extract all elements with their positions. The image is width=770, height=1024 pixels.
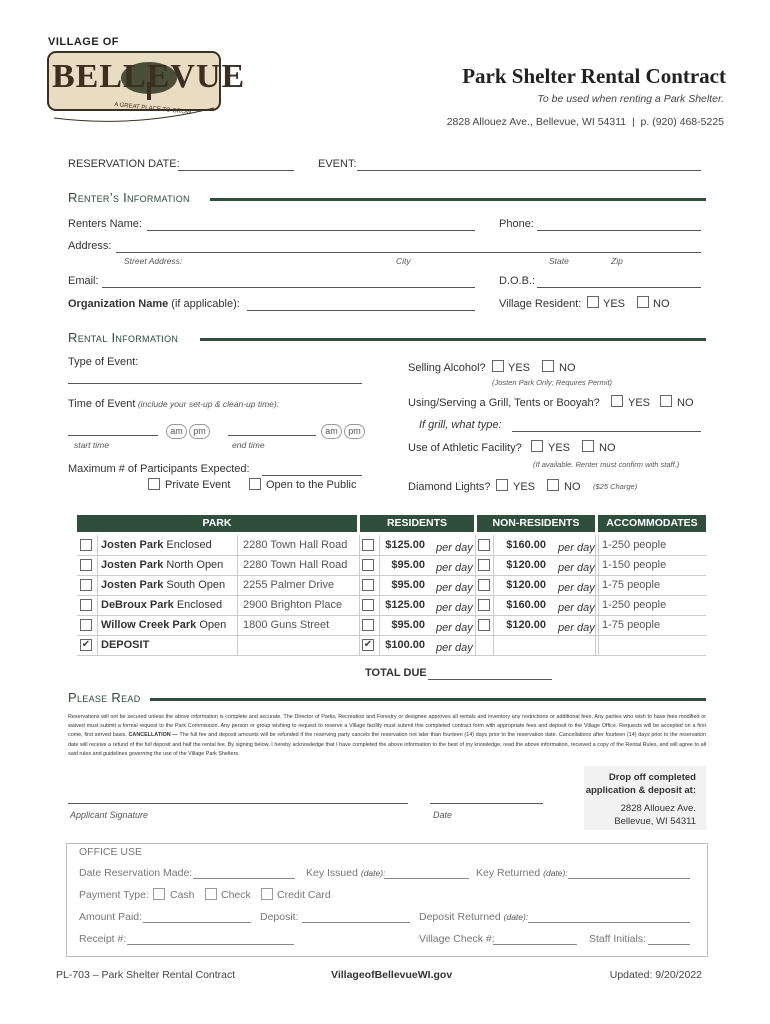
address-field[interactable]: [116, 252, 701, 253]
athletic-facility-label: Use of Athletic Facility?: [408, 442, 522, 454]
resident-rate: $95.00: [391, 579, 425, 591]
cell-divider: [595, 555, 596, 575]
grill-yes-label: YES: [628, 397, 651, 409]
nonresident-rate: $120.00: [506, 619, 546, 631]
footer-updated: Updated: 9/20/2022: [609, 969, 702, 981]
start-time-field[interactable]: [68, 435, 158, 436]
cell-divider: [97, 555, 98, 575]
dropoff-address-2: Bellevue, WI 54311: [614, 816, 696, 827]
park-checkbox[interactable]: [80, 539, 92, 551]
park-address: 2255 Palmer Drive: [243, 579, 335, 591]
cell-divider: [237, 615, 238, 635]
dropoff-box: [584, 766, 706, 830]
email-label: Email:: [68, 275, 99, 287]
renter-info-heading: Renter’s Information: [68, 190, 190, 205]
key-issued-field[interactable]: [384, 878, 469, 879]
max-participants-label: Maximum # of Participants Expected:: [68, 463, 250, 475]
payment-check-label: Check: [221, 889, 251, 901]
payment-cash-checkbox[interactable]: [153, 888, 165, 900]
cell-divider: [595, 535, 596, 555]
per-day-label: per day: [558, 542, 595, 554]
date-made-field[interactable]: [193, 878, 295, 879]
resident-rate: $95.00: [391, 619, 425, 631]
cell-divider: [97, 635, 98, 655]
event-label: EVENT:: [318, 158, 357, 170]
resident-rate: $125.00: [385, 539, 425, 551]
total-due-label: TOTAL DUE: [365, 667, 427, 679]
park-checkbox[interactable]: [80, 619, 92, 631]
signature-date-field[interactable]: [430, 803, 543, 804]
deposit-returned-paren: (date):: [503, 912, 529, 922]
per-day-label: per day: [558, 582, 595, 594]
park-address: 2900 Brighton Place: [243, 599, 343, 611]
email-field[interactable]: [102, 287, 475, 288]
deposit-row: [77, 635, 706, 656]
cancellation-label: CANCELLATION —: [128, 732, 178, 739]
dob-field[interactable]: [537, 287, 701, 288]
cell-divider: [493, 615, 494, 635]
cell-divider: [493, 575, 494, 595]
table-row: [77, 555, 706, 576]
resident-rate: $95.00: [391, 559, 425, 571]
please-read-p1: Reservations will not be secured unless the above information is complete and accurate. The Director of Parks, Recreation and Forestry or designee approves all rentals and inventory any restrictions or additional fees. Any parties who wish to have fees modified or waived must submit a formal request to the Park Commission. Any person or group wishing to request to reserve a Village facility must submit this completed contract form with appropriate fees and deposit to the Village Office. Requests will be accepted on a first come, first served basis.: [68, 714, 706, 739]
resident-no-checkbox[interactable]: [637, 296, 649, 308]
park-address: 2280 Town Hall Road: [243, 559, 348, 571]
private-event-label: Private Event: [165, 479, 231, 491]
max-participants-field[interactable]: [262, 475, 362, 476]
resident-rate-checkbox[interactable]: [362, 619, 374, 631]
park-name-bold: Josten Park: [101, 579, 164, 591]
per-day-label: per day: [436, 582, 473, 594]
park-name-type: Open: [196, 619, 227, 631]
event-field[interactable]: [357, 170, 701, 171]
per-day-label: per day: [436, 622, 473, 634]
key-issued-label: [306, 867, 385, 879]
cell-divider: [359, 575, 360, 595]
park-address: 2280 Town Hall Road: [243, 539, 348, 551]
applicant-signature-field[interactable]: [68, 803, 408, 804]
cell-divider: [475, 635, 476, 655]
park-name: [101, 555, 223, 575]
time-of-event-label: [68, 398, 279, 410]
phone-field[interactable]: [537, 230, 701, 231]
park-name-bold: Josten Park: [101, 559, 164, 571]
village-resident-label: Village Resident:: [499, 298, 582, 310]
organization-label-rest: (if applicable):: [168, 298, 240, 310]
grill-label: Using/Serving a Grill, Tents or Booyah?: [408, 397, 600, 409]
athletic-yes-label: YES: [548, 442, 571, 454]
grill-type-field[interactable]: [512, 431, 701, 432]
office-use-heading: OFFICE USE: [79, 846, 143, 858]
table-row: [77, 535, 706, 556]
reservation-date-field[interactable]: [178, 170, 294, 171]
park-name: [101, 615, 226, 635]
park-name-type: South Open: [163, 579, 226, 591]
deposit-resident-checkbox[interactable]: ✔: [363, 639, 373, 650]
payment-credit-label: Credit Card: [277, 889, 331, 901]
resident-rate-checkbox[interactable]: [362, 539, 374, 551]
cell-divider: [359, 635, 360, 655]
cell-divider: [237, 535, 238, 555]
athletic-yes-checkbox[interactable]: [531, 440, 543, 452]
cell-divider: [475, 555, 476, 575]
cell-divider: [493, 635, 494, 655]
cell-divider: [595, 635, 596, 655]
accommodates: 1-250 people: [602, 599, 667, 611]
dob-label: D.O.B.:: [499, 275, 536, 287]
deposit-returned-label: [419, 911, 528, 923]
signature-date-caption: Date: [433, 810, 453, 820]
cell-divider: [598, 595, 599, 615]
park-name-type: Enclosed: [173, 599, 223, 611]
deposit-label: Deposit:: [260, 911, 299, 923]
selling-alcohol-label: Selling Alcohol?: [408, 362, 486, 374]
park-name-bold: DeBroux Park: [101, 599, 174, 611]
rental-info-divider: [200, 338, 706, 341]
athletic-note: (If available. Renter must confirm with staff.): [533, 460, 680, 469]
cell-divider: [595, 595, 596, 615]
park-name-type: Enclosed: [163, 539, 212, 551]
grill-yes-checkbox[interactable]: [611, 395, 623, 407]
header-address: 2828 Allouez Ave., Bellevue, WI 54311 | p. (920) 468-5225: [446, 116, 724, 128]
state-caption: State: [549, 256, 569, 266]
logo-top-text: VILLAGE OF: [48, 36, 119, 48]
cell-divider: [359, 615, 360, 635]
deposit-returned-field[interactable]: [528, 922, 690, 923]
dropoff-address-1: 2828 Allouez Ave.: [620, 803, 696, 814]
staff-initials-field[interactable]: [648, 944, 690, 945]
park-name-bold: Josten Park: [101, 539, 164, 551]
public-event-checkbox[interactable]: [249, 478, 261, 490]
private-event-checkbox[interactable]: [148, 478, 160, 490]
per-day-label: per day: [436, 562, 473, 574]
village-check-label: Village Check #:: [419, 933, 495, 945]
village-logo: [44, 36, 246, 122]
cell-divider: [237, 635, 238, 655]
per-day-label: per day: [436, 642, 473, 654]
total-due-field[interactable]: [428, 679, 552, 680]
please-read-p2: The full fee and deposit amounts will be refunded if the reserving party cancels the reservation not later than fourteen (14) days prior to the reservation date. Cancellations after fourteen (14) days prior to the reservation date will receive a refund of the full deposit and half the rental fee. By signing below, I hereby acknowledge that I have completed the above information to the best of my knowledge, read the above information, received a copy of the Rental Rules, and will agree to all said rules and guidelines governing the use of the Village Park Shelters.: [68, 732, 707, 757]
diamond-note: ($25 Charge): [593, 482, 638, 491]
page-subtitle: To be used when renting a Park Shelter.: [537, 93, 724, 105]
cell-divider: [359, 535, 360, 555]
table-header-accommodates: ACCOMMODATES: [598, 515, 706, 532]
alcohol-note: (Josten Park Only; Requires Permit): [492, 378, 613, 387]
cell-divider: [493, 555, 494, 575]
cell-divider: [97, 535, 98, 555]
end-time-caption: end time: [232, 440, 265, 450]
resident-no-label: NO: [653, 298, 670, 310]
footer-website[interactable]: VillageofBellevueWI.gov: [331, 969, 453, 981]
table-row: [77, 575, 706, 596]
applicant-signature-caption: Applicant Signature: [70, 810, 149, 820]
cell-divider: [475, 615, 476, 635]
rental-info-heading: Rental Information: [68, 330, 179, 345]
key-returned-label: [476, 867, 568, 879]
nonresident-rate: $120.00: [506, 559, 546, 571]
footer-form-id: PL-703 – Park Shelter Rental Contract: [56, 969, 236, 981]
nonresident-rate-checkbox[interactable]: [478, 619, 490, 631]
reservation-date-label: RESERVATION DATE:: [68, 158, 180, 170]
renters-name-field[interactable]: [147, 230, 475, 231]
key-returned-field[interactable]: [568, 878, 690, 879]
payment-type-label: Payment Type:: [79, 889, 149, 901]
organization-field[interactable]: [247, 310, 475, 311]
phone-label: Phone:: [499, 218, 534, 230]
cell-divider: [493, 595, 494, 615]
deposit-amount: $100.00: [385, 639, 425, 651]
renter-info-divider: [210, 198, 706, 201]
accommodates: 1-250 people: [602, 539, 667, 551]
cell-divider: [595, 575, 596, 595]
cell-divider: [359, 555, 360, 575]
end-pm-toggle[interactable]: pm: [344, 424, 365, 439]
cell-divider: [475, 575, 476, 595]
cell-divider: [598, 555, 599, 575]
per-day-label: per day: [558, 622, 595, 634]
key-returned-paren: (date):: [543, 868, 568, 878]
end-am-toggle[interactable]: am: [321, 424, 342, 439]
park-address: 1800 Guns Street: [243, 619, 330, 631]
diamond-yes-label: YES: [513, 481, 536, 493]
nonresident-rate-checkbox[interactable]: [478, 579, 490, 591]
start-time-caption: start time: [74, 440, 109, 450]
nonresident-rate: $160.00: [506, 599, 546, 611]
park-name: [101, 575, 225, 595]
city-caption: City: [396, 256, 411, 266]
accommodates: 1-75 people: [602, 619, 661, 631]
diamond-yes-checkbox[interactable]: [496, 479, 508, 491]
resident-rate-checkbox[interactable]: [362, 559, 374, 571]
dropoff-title: Drop off completed application & deposit at:: [585, 772, 696, 796]
park-name-bold: Willow Creek Park: [101, 619, 197, 631]
grill-type-label: If grill, what type:: [419, 419, 502, 431]
diamond-no-checkbox[interactable]: [547, 479, 559, 491]
cell-divider: [598, 535, 599, 555]
park-checkbox[interactable]: [80, 559, 92, 571]
alcohol-yes-checkbox[interactable]: [492, 360, 504, 372]
table-header-park: PARK: [77, 515, 357, 532]
per-day-label: per day: [558, 602, 595, 614]
deposit-checkbox[interactable]: ✔: [81, 639, 91, 650]
street-address-caption: Street Address:: [124, 256, 183, 266]
cell-divider: [97, 595, 98, 615]
grill-no-label: NO: [677, 397, 694, 409]
village-check-field[interactable]: [493, 944, 577, 945]
cell-divider: [598, 635, 599, 655]
cell-divider: [598, 615, 599, 635]
cell-divider: [97, 615, 98, 635]
table-header-residents: RESIDENTS: [360, 515, 474, 532]
park-checkbox[interactable]: [80, 579, 92, 591]
diamond-lights-label: Diamond Lights?: [408, 481, 491, 493]
cell-divider: [237, 555, 238, 575]
payment-credit-checkbox[interactable]: [261, 888, 273, 900]
athletic-no-checkbox[interactable]: [582, 440, 594, 452]
please-read-text: [68, 713, 706, 759]
address-label: Address:: [68, 240, 112, 252]
resident-rate-checkbox[interactable]: [362, 599, 374, 611]
deposit-label: DEPOSIT: [101, 639, 150, 651]
resident-rate: $125.00: [385, 599, 425, 611]
nonresident-rate: $160.00: [506, 539, 546, 551]
athletic-no-label: NO: [599, 442, 616, 454]
end-time-field[interactable]: [228, 435, 316, 436]
zip-caption: Zip: [611, 256, 623, 266]
deposit-field[interactable]: [302, 922, 410, 923]
cell-divider: [598, 575, 599, 595]
park-checkbox[interactable]: [80, 599, 92, 611]
start-pm-toggle[interactable]: pm: [189, 424, 210, 439]
table-header-nonresidents: NON-RESIDENTS: [477, 515, 595, 532]
receipt-label: Receipt #:: [79, 933, 127, 945]
amount-paid-field[interactable]: [143, 922, 251, 923]
receipt-field[interactable]: [127, 944, 294, 945]
amount-paid-label: Amount Paid:: [79, 911, 143, 923]
table-row: [77, 595, 706, 616]
grill-no-checkbox[interactable]: [660, 395, 672, 407]
deposit-returned-text: Deposit Returned: [419, 911, 501, 923]
table-row: [77, 615, 706, 636]
cell-divider: [475, 535, 476, 555]
park-name: [101, 595, 222, 615]
park-name-type: North Open: [163, 559, 224, 571]
resident-yes-label: YES: [603, 298, 626, 310]
cell-divider: [237, 575, 238, 595]
per-day-label: per day: [558, 562, 595, 574]
nonresident-rate-checkbox[interactable]: [478, 599, 490, 611]
nonresident-rate: $120.00: [506, 579, 546, 591]
page-title: Park Shelter Rental Contract: [462, 64, 726, 88]
alcohol-no-checkbox[interactable]: [542, 360, 554, 372]
public-event-label: Open to the Public: [266, 479, 357, 491]
date-made-label: Date Reservation Made:: [79, 867, 193, 879]
payment-check-checkbox[interactable]: [205, 888, 217, 900]
cell-divider: [97, 575, 98, 595]
logo-name: BELLEVUE: [52, 58, 246, 95]
resident-rate-checkbox[interactable]: [362, 579, 374, 591]
resident-yes-checkbox[interactable]: [587, 296, 599, 308]
cell-divider: [493, 535, 494, 555]
per-day-label: per day: [436, 602, 473, 614]
key-issued-text: Key Issued: [306, 867, 358, 879]
per-day-label: per day: [436, 542, 473, 554]
cell-divider: [475, 595, 476, 615]
nonresident-rate-checkbox[interactable]: [478, 539, 490, 551]
alcohol-yes-label: YES: [508, 362, 531, 374]
park-name: [101, 535, 212, 555]
please-read-heading: Please Read: [68, 690, 141, 705]
organization-label-bold: Organization Name: [68, 298, 169, 310]
cell-divider: [595, 615, 596, 635]
alcohol-no-label: NO: [559, 362, 576, 374]
accommodates: 1-75 people: [602, 579, 661, 591]
key-returned-text: Key Returned: [476, 867, 541, 879]
renters-name-label: Renters Name:: [68, 218, 142, 230]
nonresident-rate-checkbox[interactable]: [478, 559, 490, 571]
time-of-event-text: Time of Event: [68, 398, 136, 410]
cell-divider: [359, 595, 360, 615]
type-of-event-label: Type of Event:: [68, 356, 139, 368]
diamond-no-label: NO: [564, 481, 581, 493]
payment-cash-label: Cash: [170, 889, 195, 901]
organization-label: [68, 298, 240, 310]
cell-divider: [237, 595, 238, 615]
staff-initials-label: Staff Initials:: [589, 933, 647, 945]
type-of-event-field[interactable]: [68, 383, 362, 384]
please-read-divider: [150, 698, 706, 701]
logo-tagline: A GREAT PLACE TO GROW: [113, 101, 192, 117]
key-issued-paren: (date):: [360, 868, 386, 878]
time-of-event-note: (include your set-up & clean-up time):: [135, 399, 280, 409]
accommodates: 1-150 people: [602, 559, 667, 571]
start-am-toggle[interactable]: am: [166, 424, 187, 439]
